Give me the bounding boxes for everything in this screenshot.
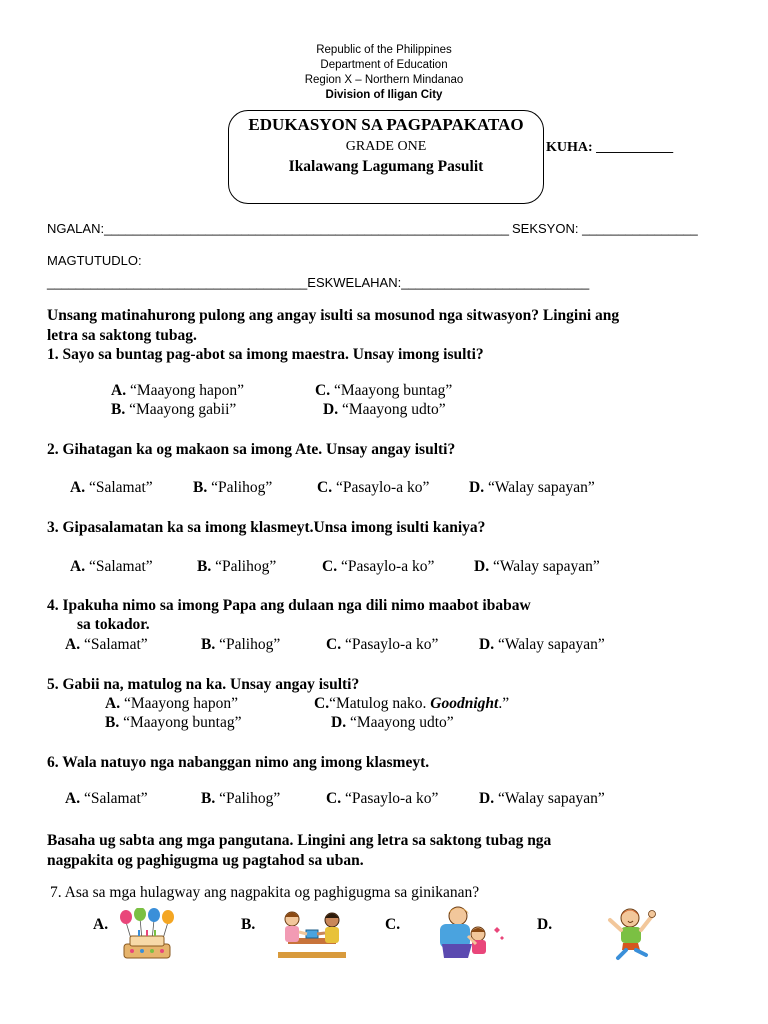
option-text: “Salamat”: [85, 479, 153, 496]
eskwelahan-field[interactable]: ____________________________________ESKWELAHAN:__________________________: [47, 275, 590, 290]
option-letter: C.: [326, 636, 342, 653]
header-republic: Republic of the Philippines: [316, 44, 452, 56]
option-text: “Maayong gabii”: [125, 401, 237, 418]
q2-option-d[interactable]: [469, 479, 595, 497]
instructions-2-line2: nagpakita og paghigugma ug pagtahod sa uban.: [47, 852, 364, 869]
q2-option-c[interactable]: [317, 479, 429, 497]
option-text: “Walay sapayan”: [489, 558, 600, 575]
instructions-1-line1: Unsang matinahurong pulong ang angay isulti sa mosunod nga sitwasyon? Lingini ang: [47, 307, 620, 324]
option-text: “Pasaylo-a ko”: [332, 479, 430, 496]
option-text: “Pasaylo-a ko”: [341, 790, 439, 807]
q4-option-d[interactable]: [479, 636, 605, 654]
q5-option-c[interactable]: [314, 695, 509, 713]
q2-option-b[interactable]: [193, 479, 272, 497]
option-text: “Walay sapayan”: [494, 790, 605, 807]
option-letter: D.: [331, 714, 347, 731]
option-letter: A.: [65, 636, 81, 653]
option-letter: A.: [105, 695, 121, 712]
q6-option-d[interactable]: [479, 790, 605, 808]
header-department: Department of Education: [320, 59, 448, 71]
q3-option-d[interactable]: [474, 558, 600, 576]
magtutudlo-label: MAGTUTUDLO:: [47, 253, 142, 268]
q5-option-d[interactable]: [331, 714, 454, 732]
question-7: 7. Asa sa mga hulagway ang nagpakita og paghigugma sa ginikanan?: [50, 884, 480, 901]
seksyon-field[interactable]: SEKSYON: ________________: [512, 221, 698, 236]
title-box: [228, 110, 544, 204]
option-text: “Maayong buntag”: [330, 382, 453, 399]
q7-option-c[interactable]: [385, 916, 400, 934]
option-letter: C.: [317, 479, 333, 496]
q1-option-b[interactable]: [111, 401, 236, 419]
option-text: “Palihog”: [211, 558, 277, 575]
option-letter: A.: [111, 382, 127, 399]
instructions-2-line1: Basaha ug sabta ang mga pangutana. Lingini ang letra sa saktong tubag nga: [47, 832, 552, 849]
option-letter: D.: [537, 916, 553, 933]
option-text: “Maayong udto”: [338, 401, 446, 418]
ngalan-field[interactable]: NGALAN:________________________________________________________: [47, 221, 509, 236]
option-letter: A.: [70, 558, 86, 575]
option-text: “Palihog”: [215, 790, 281, 807]
option-text: “Maayong udto”: [346, 714, 454, 731]
option-letter: B.: [241, 916, 256, 933]
option-letter: C.: [314, 695, 330, 712]
option-text: “Walay sapayan”: [484, 479, 595, 496]
q1-option-d[interactable]: [323, 401, 446, 419]
instructions-1-line2: letra sa saktong tubag.: [47, 327, 197, 344]
option-text: “Maayong hapon”: [126, 382, 245, 399]
q4-option-c[interactable]: [326, 636, 438, 654]
question-4-line2: sa tokador.: [77, 616, 150, 633]
question-5: 5. Gabii na, matulog na ka. Unsay angay isulti?: [47, 676, 360, 693]
option-letter: B.: [197, 558, 212, 575]
option-text: “Salamat”: [85, 558, 153, 575]
q4-option-b[interactable]: [201, 636, 280, 654]
option-text: “Pasaylo-a ko”: [341, 636, 439, 653]
question-3: 3. Gipasalamatan ka sa imong klasmeyt.Unsa imong isulti kaniya?: [47, 519, 486, 536]
option-letter: C.: [315, 382, 331, 399]
option-letter: C.: [326, 790, 342, 807]
option-text: “Salamat”: [80, 790, 148, 807]
option-text: “Maayong buntag”: [119, 714, 242, 731]
question-2: 2. Gihatagan ka og makaon sa imong Ate. Unsay angay isulti?: [47, 441, 456, 458]
q4-option-a[interactable]: [65, 636, 148, 654]
option-text: “Palihog”: [207, 479, 273, 496]
option-letter: A.: [65, 790, 81, 807]
kuha-score-field[interactable]: KUHA: ___________: [546, 140, 674, 155]
child-jumping-picture[interactable]: [604, 902, 660, 962]
q6-option-b[interactable]: [201, 790, 280, 808]
child-hugging-parent-picture[interactable]: [432, 904, 512, 960]
subject-title: EDUKASYON SA PAGPAPAKATAO: [248, 115, 524, 134]
option-letter: A.: [70, 479, 86, 496]
q5-option-b[interactable]: [105, 714, 241, 732]
q7-option-d[interactable]: [537, 916, 552, 934]
option-text: “Walay sapayan”: [494, 636, 605, 653]
option-letter: B.: [201, 636, 216, 653]
q6-option-c[interactable]: [326, 790, 438, 808]
q3-option-c[interactable]: [322, 558, 434, 576]
q7-option-b[interactable]: [241, 916, 255, 934]
q5-option-a[interactable]: [105, 695, 238, 713]
option-text: “Maayong hapon”: [120, 695, 239, 712]
q3-option-a[interactable]: [70, 558, 153, 576]
question-4-line1: 4. Ipakuha nimo sa imong Papa ang dulaan nga dili nimo maabot ibabaw: [47, 597, 531, 614]
q2-option-a[interactable]: [70, 479, 153, 497]
option-letter: D.: [474, 558, 490, 575]
option-letter: D.: [323, 401, 339, 418]
option-letter: D.: [479, 636, 495, 653]
option-text: “Matulog nako.: [329, 695, 431, 712]
question-6: 6. Wala natuyo nga nabanggan nimo ang imong klasmeyt.: [47, 754, 430, 771]
option-text: “Salamat”: [80, 636, 148, 653]
birthday-cake-picture[interactable]: [114, 908, 180, 962]
option-text: “Palihog”: [215, 636, 281, 653]
grade-label: GRADE ONE: [345, 139, 427, 154]
option-letter: B.: [201, 790, 216, 807]
children-sharing-picture[interactable]: [274, 908, 350, 960]
header-region: Region X – Northern Mindanao: [304, 74, 464, 86]
question-1: 1. Sayo sa buntag pag-abot sa imong maestra. Unsay imong isulti?: [47, 346, 484, 363]
option-letter: B.: [193, 479, 208, 496]
option-text-end: .”: [498, 695, 510, 712]
option-letter: A.: [93, 916, 109, 933]
q6-option-a[interactable]: [65, 790, 148, 808]
test-title: Ikalawang Lagumang Pasulit: [288, 158, 484, 175]
header-division: Division of Iligan City: [325, 89, 443, 101]
option-letter: D.: [469, 479, 485, 496]
q1-option-c[interactable]: [315, 382, 452, 400]
q1-option-a[interactable]: [111, 382, 244, 400]
option-letter: B.: [111, 401, 126, 418]
option-letter: B.: [105, 714, 120, 731]
option-letter: C.: [322, 558, 338, 575]
option-letter: C.: [385, 916, 401, 933]
option-letter: D.: [479, 790, 495, 807]
option-text: “Pasaylo-a ko”: [337, 558, 435, 575]
option-text-emphasis: Goodnight: [430, 695, 499, 712]
q3-option-b[interactable]: [197, 558, 276, 576]
q7-option-a[interactable]: [93, 916, 108, 934]
